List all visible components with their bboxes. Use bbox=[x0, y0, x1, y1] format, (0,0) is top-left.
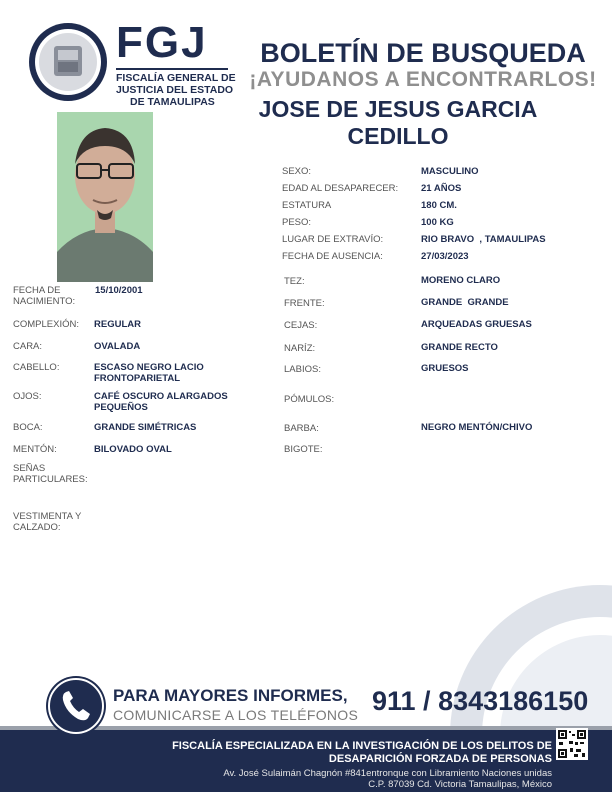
contact-phone: 911 / 8343186150 bbox=[372, 686, 589, 716]
address-line-1: Av. José Sulaimán Chagnón #841entronque con Libramiento Naciones unidas bbox=[223, 768, 552, 779]
org-line-1: FISCALÍA GENERAL DE bbox=[116, 72, 236, 84]
complexion-value: REGULAR bbox=[94, 319, 141, 330]
agency-name bbox=[100, 740, 552, 766]
contact-line-1: PARA MAYORES INFORMES, bbox=[113, 686, 348, 705]
absence-date-value: 27/03/2023 bbox=[421, 251, 469, 262]
person-photo bbox=[57, 112, 153, 282]
mustache-label: BIGOTE: bbox=[284, 444, 323, 455]
bulletin-title: BOLETÍN DE BUSQUEDA bbox=[260, 38, 586, 68]
forehead-value: GRANDE GRANDE bbox=[421, 297, 509, 308]
hair-value: ESCASO NEGRO LACIO FRONTOPARIETAL bbox=[94, 362, 204, 384]
cheekbones-label: PÓMULOS: bbox=[284, 394, 335, 405]
eyebrows-label: CEJAS: bbox=[284, 320, 318, 331]
age-value: 21 AÑOS bbox=[421, 183, 462, 194]
mouth-value: GRANDE SIMÉTRICAS bbox=[94, 422, 197, 433]
lips-label: LABIOS: bbox=[284, 364, 321, 375]
address-line-2: C.P. 87039 Cd. Victoria Tamaulipas, México bbox=[368, 779, 552, 790]
contact-line-2: COMUNICARSE A LOS TELÉFONOS bbox=[113, 707, 359, 723]
face-label: CARA: bbox=[13, 341, 43, 352]
nose-value: GRANDE RECTO bbox=[421, 342, 498, 353]
face-value: OVALADA bbox=[94, 341, 141, 352]
bulletin-subtitle: ¡AYUDANOS A ENCONTRARLOS! bbox=[249, 68, 597, 91]
birth-date-value: 15/10/2001 bbox=[95, 285, 143, 296]
weight-label: PESO: bbox=[282, 217, 312, 228]
height-label: ESTATURA bbox=[282, 200, 332, 211]
hair-label: CABELLO: bbox=[13, 362, 60, 373]
age-label: EDAD AL DESAPARECER: bbox=[282, 183, 399, 194]
person-name: JOSE DE JESUS GARCIA CEDILLO bbox=[258, 96, 538, 149]
beard-label: BARBA: bbox=[284, 423, 319, 434]
birth-date-label: FECHA DE NACIMIENTO: bbox=[13, 285, 76, 307]
marks-label: SEÑAS PARTICULARES: bbox=[13, 463, 88, 485]
chin-label: MENTÓN: bbox=[13, 444, 57, 455]
skin-label: TEZ: bbox=[284, 276, 305, 287]
eyes-value: CAFÉ OSCURO ALARGADOS PEQUEÑOS bbox=[94, 391, 228, 413]
agency-line-1: FISCALÍA ESPECIALIZADA EN LA INVESTIGACIÓN DE LOS DELITOS DE bbox=[172, 740, 552, 752]
absence-date-label: FECHA DE AUSENCIA: bbox=[282, 251, 383, 262]
eyes-label: OJOS: bbox=[13, 391, 42, 402]
phone-icon bbox=[46, 676, 106, 736]
lips-value: GRUESOS bbox=[421, 363, 469, 374]
org-line-3: DE TAMAULIPAS bbox=[130, 96, 215, 108]
org-line-2: JUSTICIA DEL ESTADO bbox=[116, 84, 234, 96]
sex-value: MASCULINO bbox=[421, 166, 479, 177]
location-value: RIO BRAVO , TAMAULIPAS bbox=[421, 234, 546, 245]
agency-line-2: DESAPARICIÓN FORZADA DE PERSONAS bbox=[328, 753, 552, 765]
agency-address bbox=[100, 768, 552, 790]
weight-value: 100 KG bbox=[421, 217, 454, 228]
nose-label: NARÍZ: bbox=[284, 343, 316, 354]
sex-label: SEXO: bbox=[282, 166, 312, 177]
chin-value: BILOVADO OVAL bbox=[94, 444, 172, 455]
clothing-label: VESTIMENTA Y CALZADO: bbox=[13, 511, 82, 533]
mouth-label: BOCA: bbox=[13, 422, 43, 433]
org-short-name: FGJ bbox=[116, 18, 208, 67]
location-label: LUGAR DE EXTRAVÍO: bbox=[282, 234, 384, 245]
skin-value: MORENO CLARO bbox=[421, 275, 501, 286]
height-value: 180 CM. bbox=[421, 200, 457, 211]
forehead-label: FRENTE: bbox=[284, 298, 325, 309]
qr-code-icon bbox=[556, 728, 588, 760]
beard-value: NEGRO MENTÓN/CHIVO bbox=[421, 422, 533, 433]
eyebrows-value: ARQUEADAS GRUESAS bbox=[421, 319, 532, 330]
logo-divider bbox=[116, 68, 228, 70]
state-seal-icon bbox=[28, 22, 108, 102]
complexion-label: COMPLEXIÓN: bbox=[13, 319, 79, 330]
